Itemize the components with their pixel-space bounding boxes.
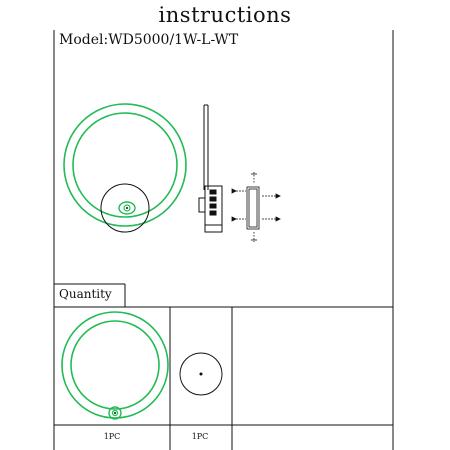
quantity-base-plate-drawing <box>180 353 222 395</box>
page-frame <box>54 30 393 450</box>
model-number: Model:WD5000/1W-L-WT <box>59 32 239 48</box>
quantity-ring-lamp-drawing <box>62 312 168 419</box>
ring-lamp-front-view <box>64 104 186 232</box>
mounting-bracket-detail <box>232 172 280 242</box>
document-title: instructions <box>158 3 292 27</box>
quantity-label: Quantity <box>59 287 112 301</box>
base-plate-count: 1PC <box>191 432 209 441</box>
ring-lamp-count: 1PC <box>103 432 121 441</box>
ring-lamp-side-view <box>199 105 222 232</box>
